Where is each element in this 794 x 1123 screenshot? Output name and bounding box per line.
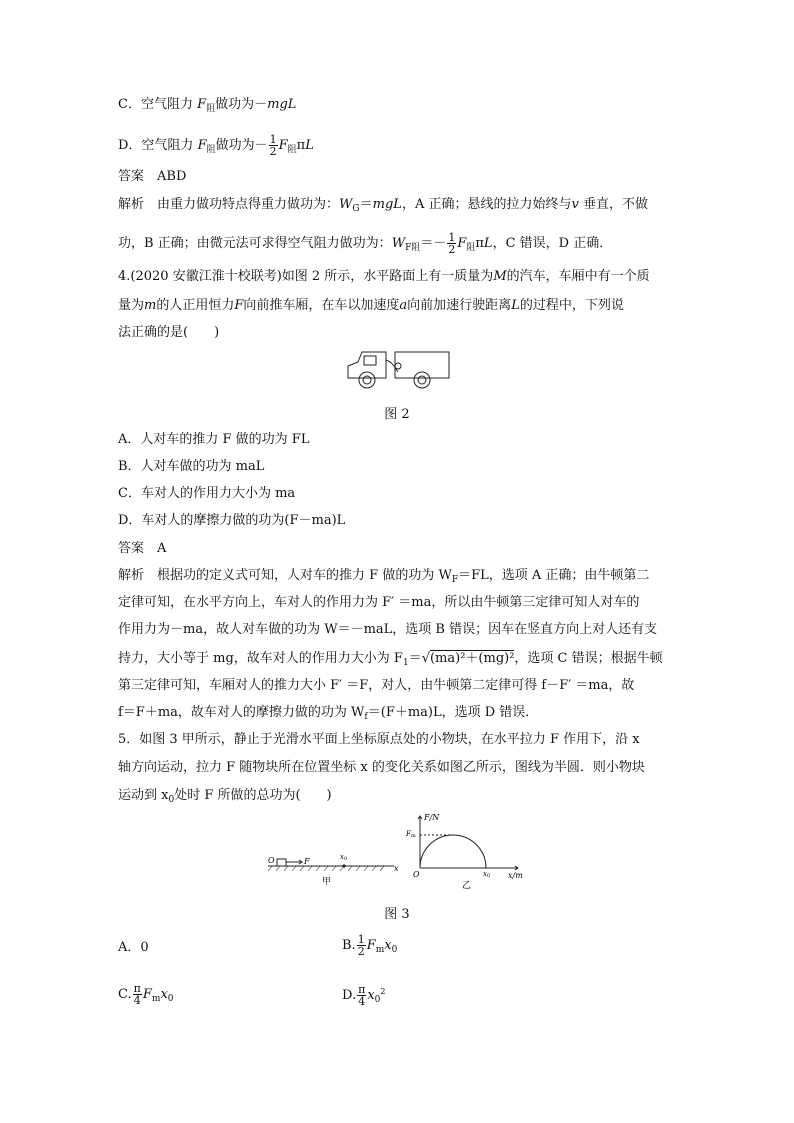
q5-option-c: C. $\frac{\pi}{4}$ $F_mx_0$: [118, 982, 174, 1007]
fraction: $\frac{1}{2}$: [269, 133, 277, 158]
origin-label: O: [413, 870, 420, 879]
yi-label: 乙: [462, 881, 472, 891]
q4-stem-line1: 4.(2020 安徽江淮十校联考)如图 2 所示，水平路面上有一质量为M的汽车，车厢中有一个质: [118, 269, 650, 284]
q4-analysis-line4: 持力，大小等于 mg，故车对人的作用力大小为 $F_1=√(ma)^2+(mg)^2$，选项 C 错误；根据牛顿: [118, 651, 663, 668]
q3-option-d: D．空气阻力 $F_阻$做功为－ $\frac{1}{2}$ $F_阻\pi L$: [118, 133, 314, 158]
q5-stem-line2: 轴方向运动，拉力 F 随物块所在位置坐标 x 的变化关系如图乙所示，图线为半圆．则小物块: [118, 760, 645, 775]
truck-window: [364, 356, 376, 365]
fraction: $\frac{1}{2}$: [448, 231, 456, 256]
q4-stem-line2: 量为m的人正用恒力F向前推车厢，在车以加速度a向前加速行驶距离L的过程中，下列说: [118, 298, 624, 313]
q4-analysis-line5: 第三定律可知，车厢对人的推力大小 F′ ＝F，对人，由牛顿第二定律可得 f－F′ ＝ma，故: [118, 678, 635, 693]
x0-label: x: [340, 853, 344, 861]
q4-analysis-line1: 解析 根据功的定义式可知，人对车的推力 F 做的功为 $W_F=FL$，选项 A 正确；由牛顿第二: [118, 568, 650, 585]
x-axis-label: x: [394, 864, 399, 873]
x0-sub: 0: [344, 856, 348, 862]
fm-sub: m: [411, 833, 416, 839]
figure-jia: [266, 850, 406, 890]
q5-stem-line3: 运动到 $x_0$处时 F 所做的总功为( ): [118, 788, 332, 805]
fraction: $\frac{\pi}{4}$: [133, 982, 141, 1007]
q3-analysis-line1: 解析 由重力做功特点得重力做功为：$W_G=mgL$，A 正确；悬线的拉力始终与v 垂直，不做: [118, 197, 648, 214]
x0-sub: 0: [487, 873, 491, 879]
q3-option-c: C．空气阻力 $F_阻$做功为－mgL: [118, 97, 297, 114]
person-arm: [386, 360, 398, 372]
q4-option-d: D．车对人的摩擦力做的功为(F－ma)L: [118, 513, 346, 528]
q4-stem-line3: 法正确的是( ): [118, 325, 220, 340]
q3-answer: 答案 ABD: [118, 169, 187, 184]
x-axis-label: x/m: [508, 871, 523, 880]
front-wheel: [359, 372, 375, 388]
q4-option-c: C．车对人的作用力大小为 ma: [118, 486, 296, 501]
x0-label: x: [483, 870, 487, 878]
force-label: F: [304, 857, 310, 866]
figure-2-caption: 图 2: [384, 407, 410, 422]
sqrt-sign: √: [421, 651, 430, 666]
figure-3-caption: 图 3: [384, 907, 410, 922]
q5-option-a: A．0: [118, 940, 149, 955]
truck-cargo-box: [395, 352, 449, 378]
q4-analysis-line2: 定律可知，在水平方向上，车对人的作用力为 F′ ＝ma，所以由牛顿第三定律可知人对车的: [118, 595, 640, 610]
block: [277, 859, 286, 866]
q5-option-d: D. $\frac{\pi}{4}$ $x_0^2$: [342, 983, 386, 1008]
x0-marker: [342, 864, 345, 867]
truck-figure: [340, 346, 452, 392]
rear-wheel: [414, 372, 430, 388]
q3-analysis-line2: 功，B 正确；由微元法可求得空气阻力做功为：$W_{F阻}=-$ $\frac{1}{2}$ $F_阻\pi L$，C 错误，D 正确．: [118, 231, 613, 256]
q4-option-b: B．人对车做的功为 maL: [118, 459, 265, 474]
q4-answer: 答案 A: [118, 541, 167, 556]
q4-analysis-line3: 作用力为－ma，故人对车做的功为 W＝－maL，选项 B 错误；因车在竖直方向上对人还有支: [118, 622, 658, 637]
person-head: [395, 363, 401, 369]
ground-hatch: [268, 866, 384, 871]
figure-yi: [400, 812, 540, 892]
jia-label: 甲: [322, 877, 332, 887]
fraction: $\frac{1}{2}$: [357, 933, 365, 958]
q5-stem-line1: 5．如图 3 甲所示，静止于光滑水平面上坐标原点处的小物块，在水平拉力 F 作用下，沿 x: [118, 732, 640, 747]
q4-option-a: A．人对车的推力 F 做的功为 FL: [118, 432, 310, 447]
semicircle-curve: [420, 835, 486, 868]
y-axis-label: F/N: [424, 813, 440, 822]
origin-label: O: [268, 856, 275, 865]
fm-label: F: [406, 830, 411, 838]
fraction: $\frac{\pi}{4}$: [358, 983, 366, 1008]
q5-option-b: B. $\frac{1}{2}$ $F_mx_0$: [342, 933, 398, 958]
q4-analysis-line6: f＝F＋ma，故车对人的摩擦力做的功为 $W_f=(F+ma)L$，选项 D 错误．: [118, 705, 539, 722]
